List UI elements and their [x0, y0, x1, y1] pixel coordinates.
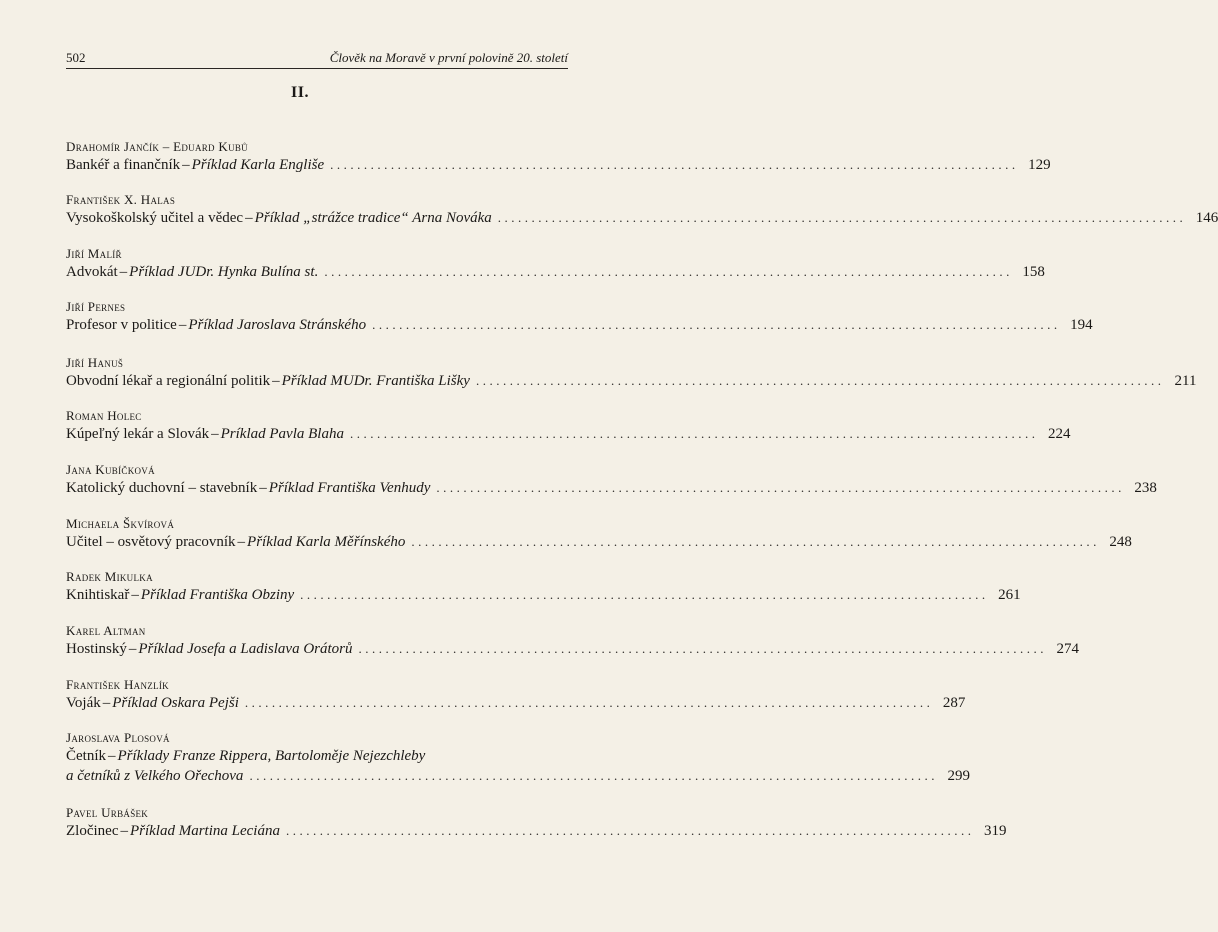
entry-subtitle: Příklad Františka Obziny [140, 587, 295, 603]
entry-title: Katolický duchovní – stavebník [66, 480, 258, 496]
toc-entry [66, 729, 970, 786]
entry-dash: – [211, 426, 219, 442]
entry-title: Četník [66, 748, 106, 764]
entry-dash: – [120, 823, 128, 839]
toc-entry [66, 245, 1045, 282]
page-number: 502 [66, 50, 86, 65]
entry-title: Bankéř a finančník [66, 157, 181, 173]
entry-title-line [66, 262, 1045, 282]
entry-title: Zločinec [66, 823, 119, 839]
entry-author: Roman Holec [66, 408, 142, 423]
entry-title: Hostinský [66, 641, 127, 657]
entry-dash: – [119, 264, 128, 280]
entry-title-line [66, 693, 966, 713]
entry-author: Pavel Urbášek [66, 805, 149, 820]
entry-subtitle: Příklad MUDr. Františka Lišky [281, 373, 470, 389]
leader-dots: ...................................................................................................... [349, 426, 1039, 441]
toc-entry [66, 515, 1132, 552]
toc-entry [66, 407, 1071, 444]
leader-dots: ...................................................................................................... [244, 695, 934, 710]
entry-author: Radek Mikulka [66, 569, 153, 584]
entry-title-line [66, 746, 568, 766]
toc-entry [66, 461, 1157, 498]
entry-page: 146 [1195, 210, 1218, 226]
entry-title: Vysokoškolský učitel a vědec [66, 210, 244, 226]
entry-dash: – [178, 317, 187, 333]
entry-author: Jiří Pernes [66, 299, 126, 314]
entry-author: František Hanzlík [66, 677, 169, 692]
entry-author: Michaela Škvírová [66, 516, 175, 531]
leader-dots: ...................................................................................................... [285, 823, 975, 838]
toc-entry [66, 191, 1218, 228]
entry-dash: – [237, 534, 246, 550]
toc-entry [66, 138, 1051, 175]
header-rule [66, 68, 568, 69]
entry-author: Jiří Malíř [66, 246, 122, 261]
entry-title: Profesor v politice [66, 317, 177, 333]
entry-dash: – [259, 480, 267, 496]
running-title: Člověk na Moravě v první polovině 20. století [329, 50, 568, 65]
leader-dots: ...................................................................................................... [497, 210, 1187, 225]
leader-dots: ...................................................................................................... [475, 373, 1165, 388]
leader-dots: ...................................................................................................... [249, 768, 938, 783]
entry-title-line [66, 315, 1093, 335]
entry-author: Jana Kubíčková [66, 462, 155, 477]
entry-subtitle: Příklad Josefa a Ladislava Orátorů [138, 641, 353, 657]
entry-page: 261 [998, 587, 1021, 603]
entry-dash: – [102, 695, 111, 711]
entry-title-line-2 [66, 766, 970, 786]
entry-page: 238 [1134, 480, 1157, 496]
toc-entry [66, 298, 1093, 335]
entry-dash: – [128, 641, 137, 657]
entry-title-line [66, 639, 1080, 659]
toc-entry [66, 676, 966, 713]
entry-page: 211 [1174, 373, 1197, 389]
toc-entry [66, 568, 1021, 605]
leader-dots: ...................................................................................................... [372, 317, 1061, 332]
entry-page: 299 [947, 768, 970, 784]
leader-dots: ...................................................................................................... [436, 480, 1125, 495]
entry-title-line [66, 424, 1071, 444]
entry-title-line [66, 371, 1197, 391]
entry-subtitle: Příklad Martina Leciána [129, 823, 280, 839]
page-header [66, 50, 568, 68]
entry-title: Advokát [66, 264, 118, 280]
leader-dots: ...................................................................................................... [324, 264, 1013, 279]
entry-subtitle: Příklad Jaroslava Stránského [188, 317, 367, 333]
entry-author: Karel Altman [66, 623, 146, 638]
entry-dash: – [182, 157, 190, 173]
entry-subtitle: Příklad „strážce tradice“ Arna Nováka [254, 210, 492, 226]
entry-title-line [66, 478, 1157, 498]
entry-title-line [66, 208, 1218, 228]
entry-subtitle: Příklad Oskara Pejši [112, 695, 239, 711]
entry-subtitle: Příklad JUDr. Hynka Bulína st. [129, 264, 319, 280]
entry-page: 287 [942, 695, 966, 711]
entry-page: 194 [1070, 317, 1093, 333]
entry-author: Drahomír Jančík – Eduard Kubů [66, 139, 248, 154]
leader-dots: ...................................................................................................... [300, 587, 989, 602]
entry-page: 319 [983, 823, 1007, 839]
entry-page: 129 [1028, 157, 1051, 173]
entry-page: 248 [1109, 534, 1132, 550]
entry-dash: – [131, 587, 139, 603]
entry-page: 274 [1056, 641, 1080, 657]
entry-subtitle: Příklady Franze Rippera, Bartoloměje Nejezchleby [117, 748, 426, 764]
entry-subtitle: Příklad Františka Venhudy [268, 480, 431, 496]
entry-subtitle-continued: a četníků z Velkého Ořechova [66, 768, 244, 784]
leader-dots: ...................................................................................................... [411, 534, 1100, 549]
entry-title: Učitel – osvětový pracovník [66, 534, 236, 550]
entry-subtitle: Příklad Karla Měřínského [247, 534, 406, 550]
toc-entry [66, 804, 1007, 841]
entry-page: 158 [1022, 264, 1045, 280]
entry-title: Kúpeľný lekár a Slovák [66, 426, 210, 442]
entry-page: 224 [1047, 426, 1071, 442]
entry-dash: – [245, 210, 253, 226]
entry-subtitle: Příklad Karla Engliše [191, 157, 325, 173]
entry-title: Knihtiskař [66, 587, 130, 603]
entry-author: Jiří Hanuš [66, 355, 124, 370]
toc-entry [66, 622, 1080, 659]
toc-entry [66, 354, 1197, 391]
entry-title-line [66, 821, 1007, 841]
entry-title-line [66, 155, 1051, 175]
leader-dots: ...................................................................................................... [358, 641, 1048, 656]
entry-title: Voják [66, 695, 101, 711]
entry-title: Obvodní lékař a regionální politik [66, 373, 271, 389]
entry-title-line [66, 585, 1021, 605]
entry-dash: – [272, 373, 280, 389]
leader-dots: ...................................................................................................... [330, 157, 1019, 172]
entry-title-line [66, 532, 1132, 552]
entry-dash: – [108, 748, 116, 764]
entry-author: František X. Halas [66, 192, 176, 207]
entry-subtitle: Príklad Pavla Blaha [220, 426, 344, 442]
section-title: II. [291, 84, 309, 101]
entry-author: Jaroslava Plosová [66, 730, 170, 745]
